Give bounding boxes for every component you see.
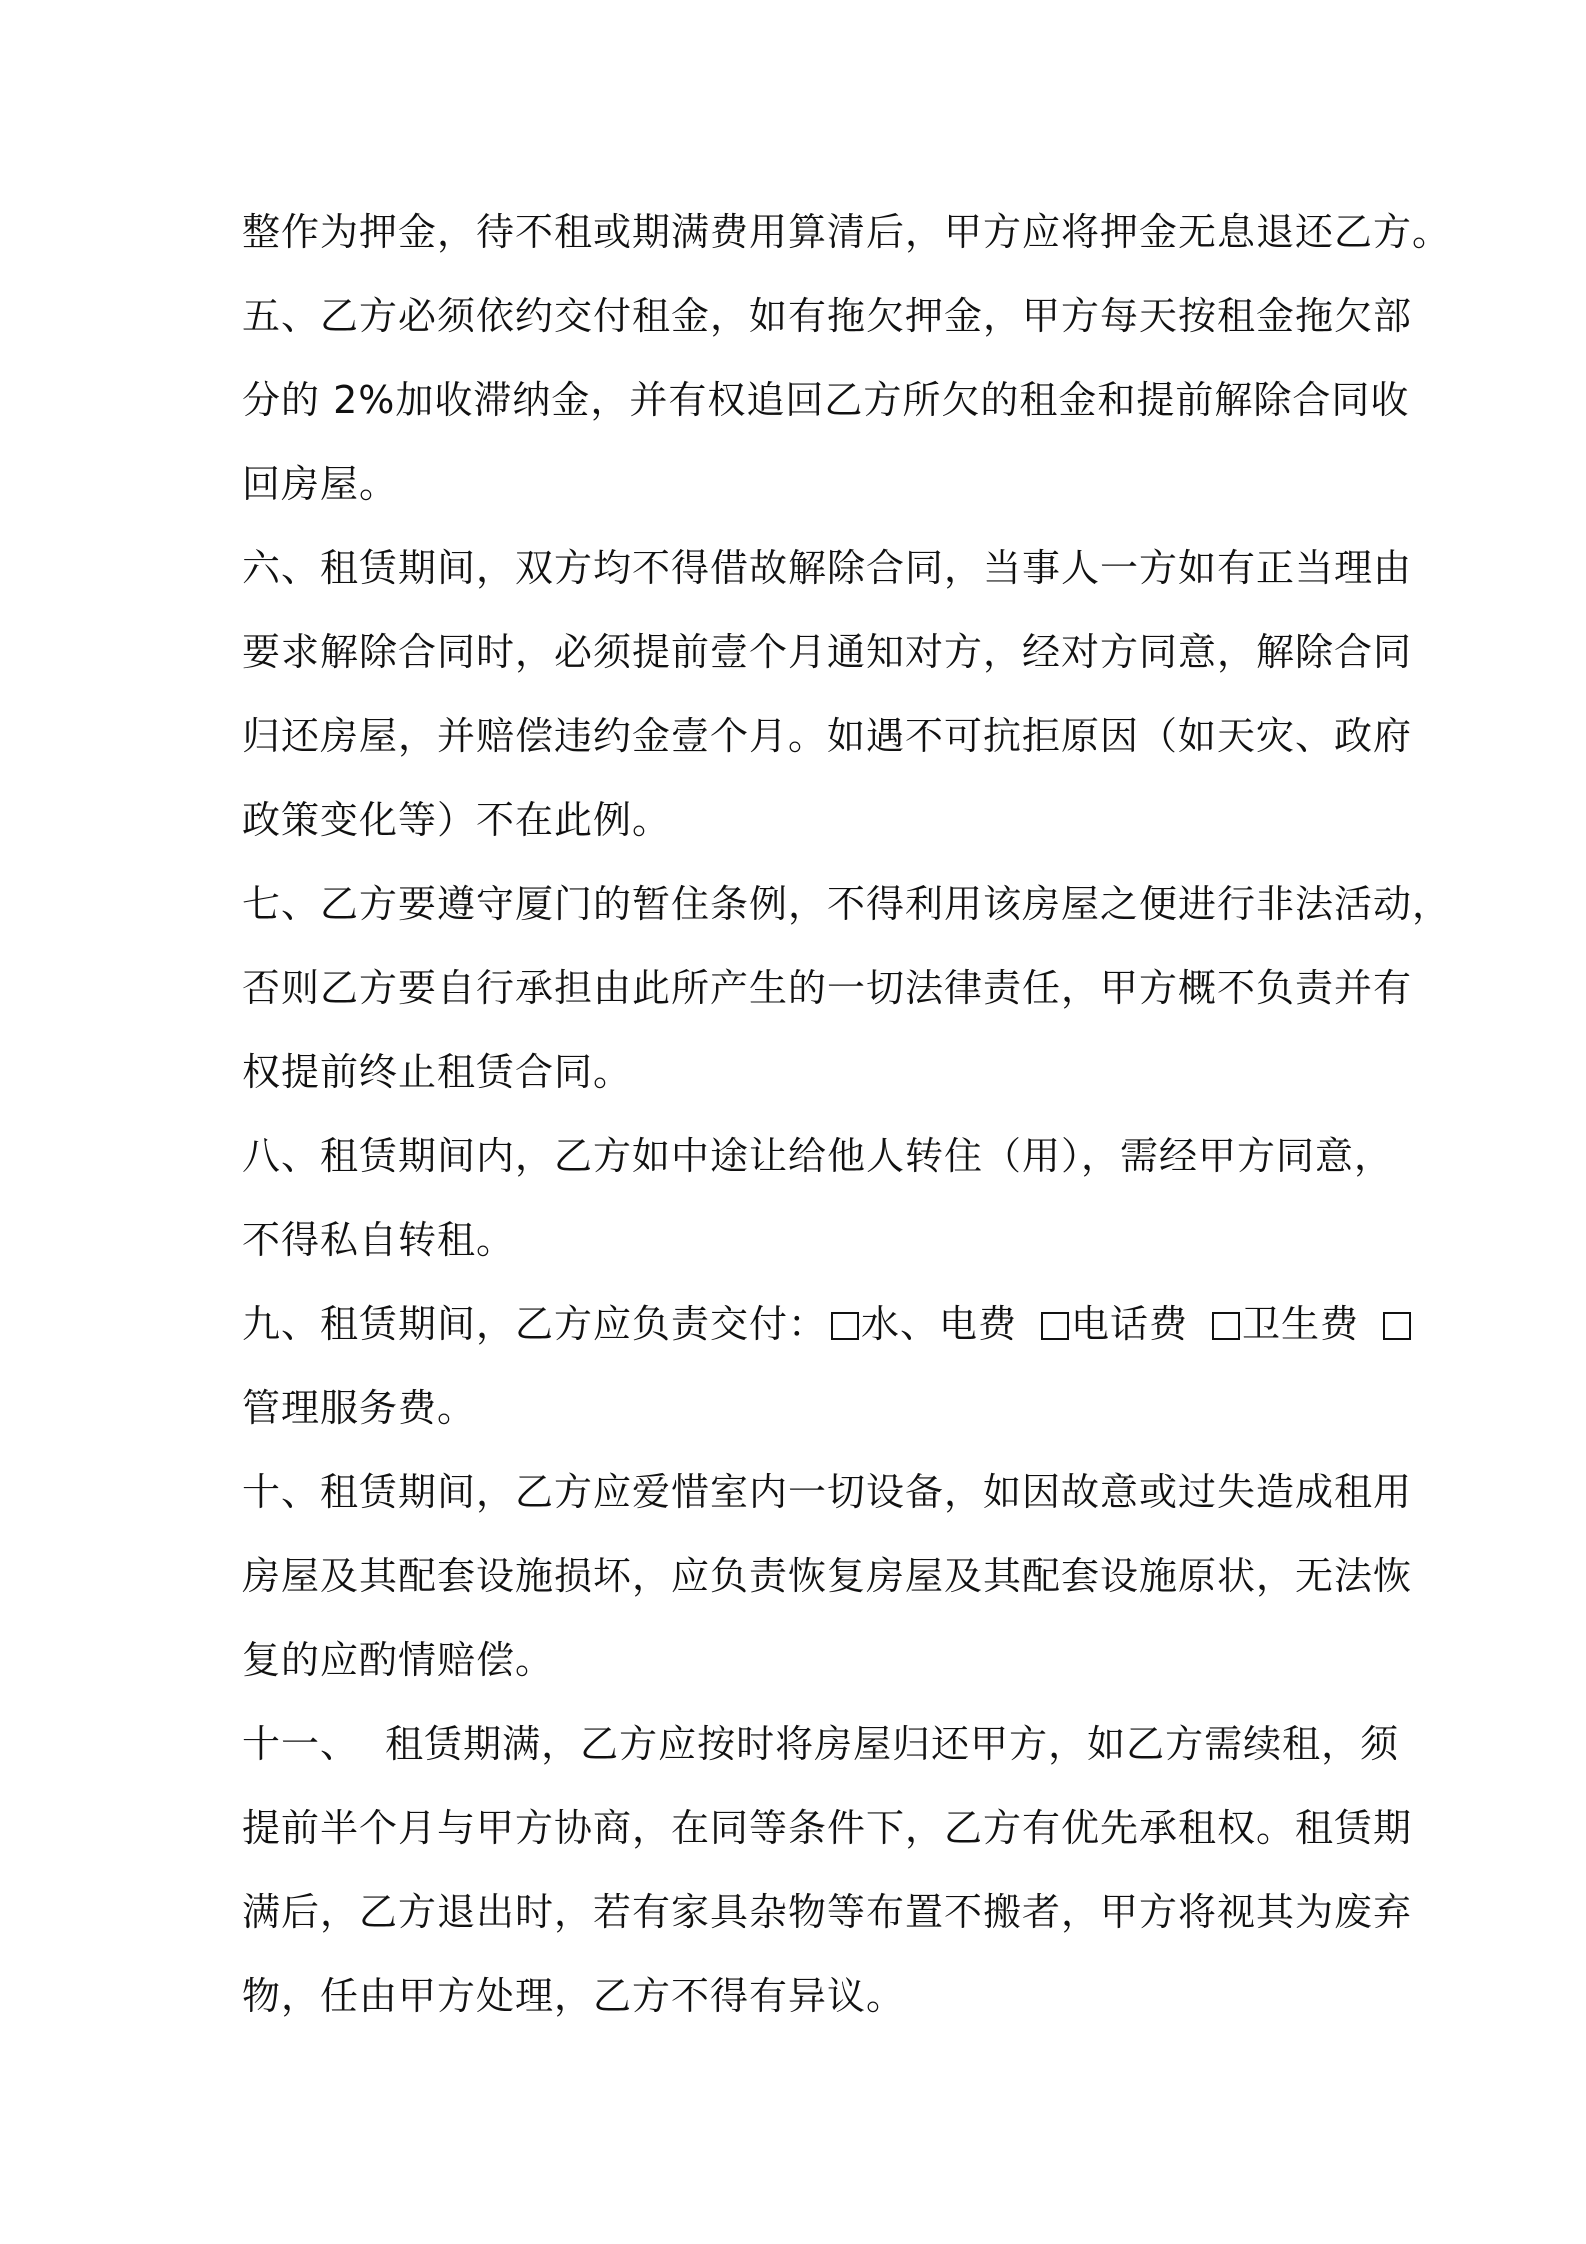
checkbox-management[interactable]	[1383, 1312, 1411, 1340]
text-line: 十一、 租赁期满，乙方应按时将房屋归还甲方，如乙方需续租，须	[242, 1722, 1400, 1766]
text-line: 分的 2%加收滞纳金，并有权追回乙方所欠的租金和提前解除合同收	[242, 378, 1410, 422]
text-line: 房屋及其配套设施损坏，应负责恢复房屋及其配套设施原状，无法恢	[242, 1554, 1413, 1598]
text-line: 复的应酌情赔偿。	[242, 1638, 555, 1682]
checkbox-utilities[interactable]	[831, 1312, 859, 1340]
clause-9-continuation: 管理服务费。	[242, 1386, 477, 1430]
text-line: 权提前终止租赁合同。	[242, 1050, 633, 1094]
checkbox-sanitation[interactable]	[1212, 1312, 1240, 1340]
text-line: 六、租赁期间，双方均不得借故解除合同，当事人一方如有正当理由	[242, 546, 1413, 590]
clause-9-options-line	[242, 1282, 1362, 1366]
text-line: 八、租赁期间内，乙方如中途让给他人转住（用），需经甲方同意，	[242, 1134, 1394, 1178]
checkbox-utilities-label: 水、电费	[861, 1302, 1018, 1346]
checkbox-phone-label: 电话费	[1071, 1302, 1189, 1346]
contract-text	[242, 190, 1452, 2038]
text-line: 不得私自转租。	[242, 1218, 516, 1262]
text-line: 满后，乙方退出时，若有家具杂物等布置不搬者，甲方将视其为废弃	[242, 1890, 1413, 1934]
clause-9-prefix: 九、租赁期间，乙方应负责交付：	[242, 1302, 828, 1346]
checkbox-phone[interactable]	[1041, 1312, 1069, 1340]
text-line: 提前半个月与甲方协商，在同等条件下，乙方有优先承租权。租赁期	[242, 1806, 1413, 1850]
text-line: 十、租赁期间，乙方应爱惜室内一切设备，如因故意或过失造成租用	[242, 1470, 1413, 1514]
text-line: 要求解除合同时，必须提前壹个月通知对方，经对方同意，解除合同	[242, 630, 1413, 674]
text-line: 归还房屋，并赔偿违约金壹个月。如遇不可抗拒原因（如天灾、政府	[242, 714, 1413, 758]
text-line: 七、乙方要遵守厦门的暂住条例，不得利用该房屋之便进行非法活动，	[242, 882, 1452, 926]
text-line: 政策变化等）不在此例。	[242, 798, 672, 842]
text-line: 整作为押金，待不租或期满费用算清后，甲方应将押金无息退还乙方。	[242, 210, 1452, 254]
text-line: 回房屋。	[242, 462, 399, 506]
checkbox-sanitation-label: 卫生费	[1242, 1302, 1360, 1346]
text-line: 五、乙方必须依约交付租金，如有拖欠押金，甲方每天按租金拖欠部	[242, 294, 1413, 338]
text-line: 物，任由甲方处理，乙方不得有异议。	[242, 1974, 906, 2018]
text-line: 否则乙方要自行承担由此所产生的一切法律责任，甲方概不负责并有	[242, 966, 1413, 1010]
